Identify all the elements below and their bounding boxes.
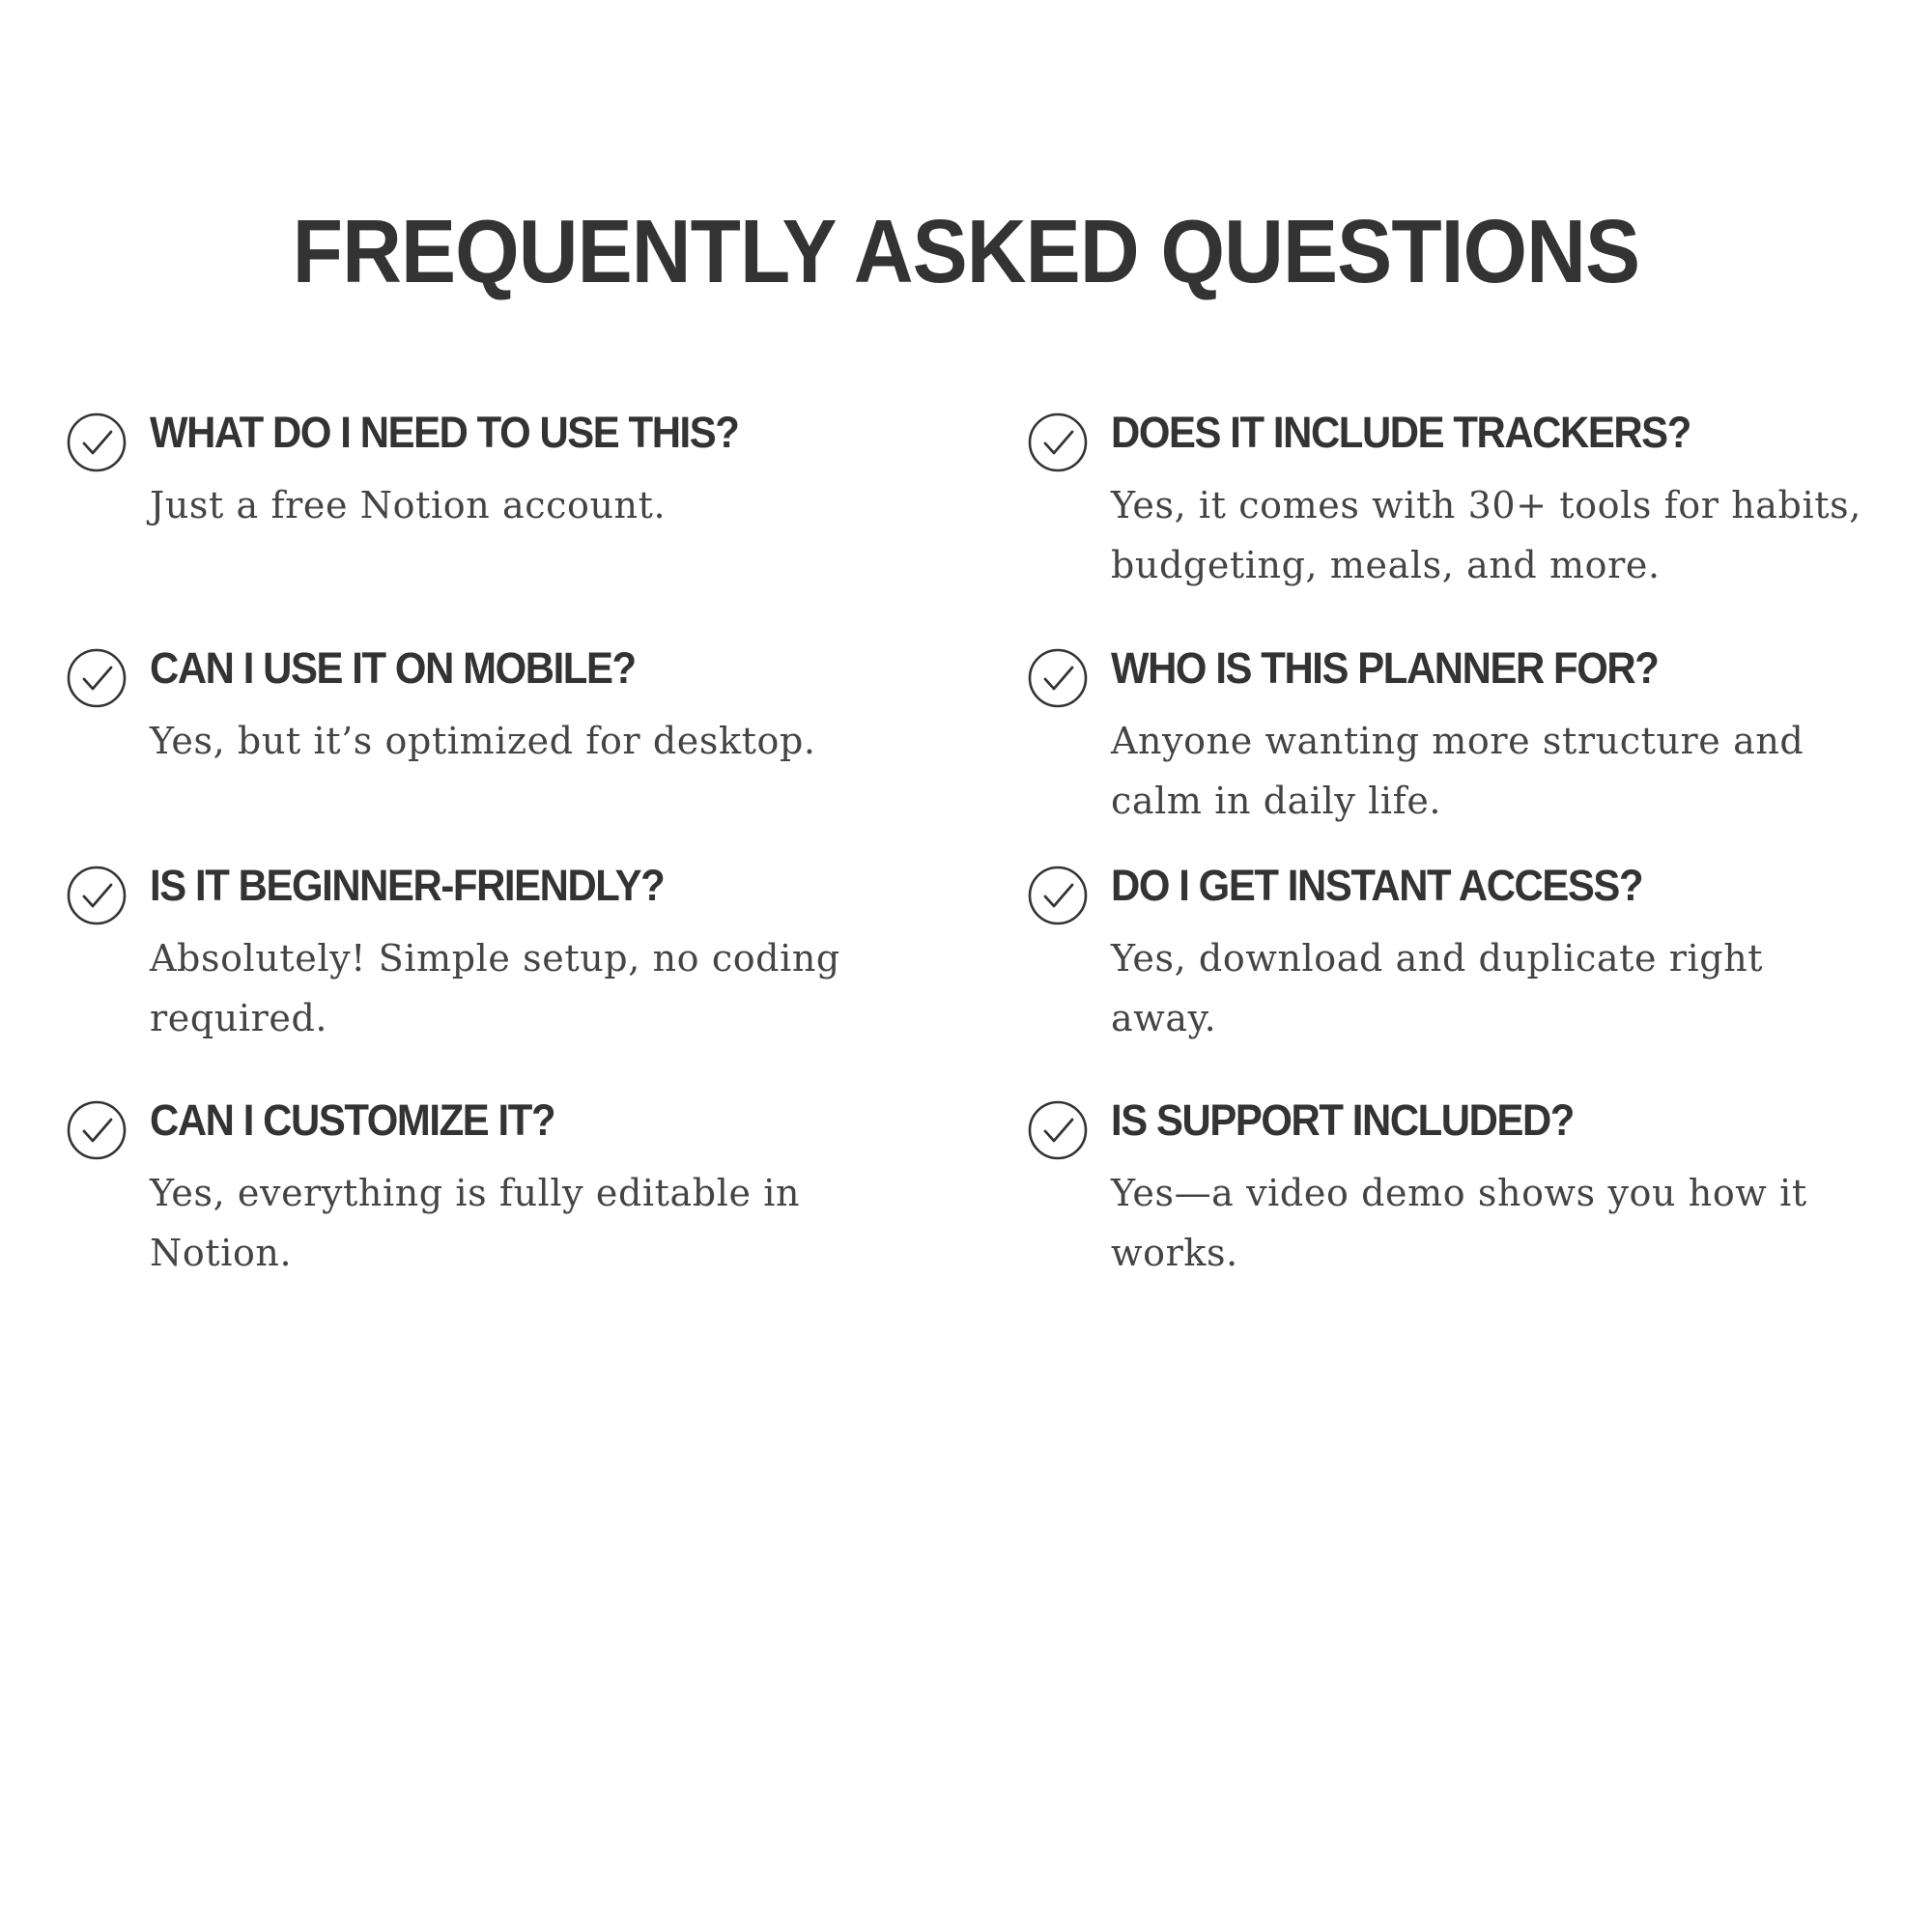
- check-circle-icon: [66, 412, 128, 473]
- faq-answer: Just a free Notion account.: [150, 484, 667, 526]
- faq-question: DOES IT INCLUDE TRACKERS?: [1111, 408, 1690, 457]
- faq-question: WHO IS THIS PLANNER FOR?: [1111, 643, 1659, 693]
- faq-answer: Yes, download and duplicate right away.: [1111, 937, 1764, 1039]
- check-circle-icon: [66, 865, 128, 926]
- faq-question: CAN I CUSTOMIZE IT?: [150, 1095, 555, 1145]
- check-circle-icon: [1027, 1099, 1089, 1161]
- faq-question: IS IT BEGINNER-FRIENDLY?: [150, 861, 665, 910]
- check-circle-icon: [1027, 647, 1089, 709]
- faq-answer: Anyone wanting more structure and calm in daily life.: [1111, 720, 1804, 822]
- faq-answer: Absolutely! Simple setup, no coding required.: [150, 937, 840, 1039]
- check-circle-icon: [66, 1099, 128, 1161]
- faq-answer: Yes, but it’s optimized for desktop.: [150, 720, 816, 762]
- faq-question: WHAT DO I NEED TO USE THIS?: [150, 408, 739, 457]
- check-circle-icon: [1027, 412, 1089, 473]
- faq-question: DO I GET INSTANT ACCESS?: [1111, 861, 1643, 910]
- faq-question: CAN I USE IT ON MOBILE?: [150, 643, 636, 693]
- faq-question: IS SUPPORT INCLUDED?: [1111, 1095, 1574, 1145]
- check-circle-icon: [66, 647, 128, 709]
- check-circle-icon: [1027, 865, 1089, 926]
- page-title: FREQUENTLY ASKED QUESTIONS: [292, 201, 1640, 301]
- faq-answer: Yes, it comes with 30+ tools for habits, budgeting, meals, and more.: [1111, 484, 1861, 586]
- faq-answer: Yes—a video demo shows you how it works.: [1111, 1172, 1807, 1274]
- faq-answer: Yes, everything is fully editable in Notion.: [150, 1172, 801, 1274]
